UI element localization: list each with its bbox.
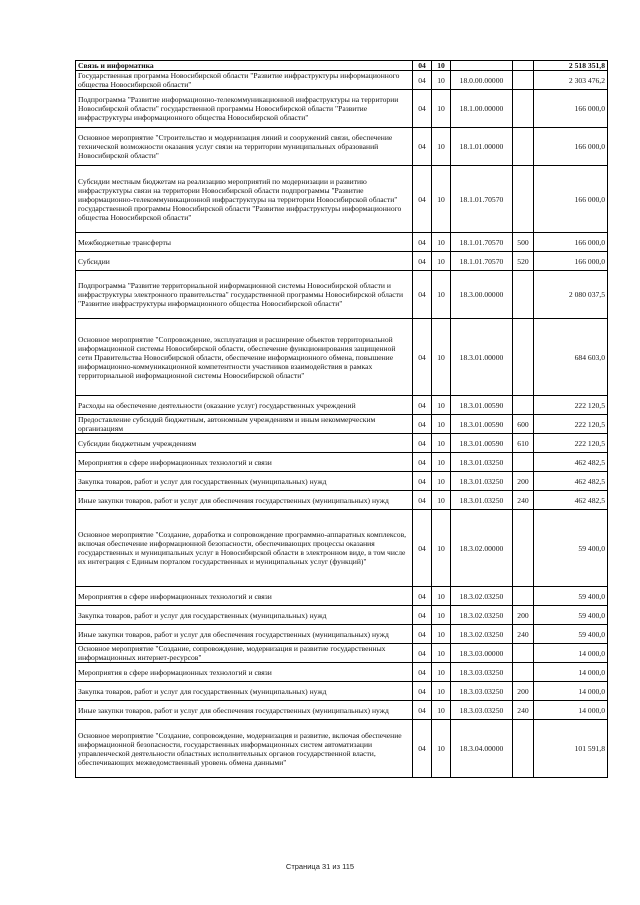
row-rz: 04 — [413, 510, 432, 587]
row-sum: 59 400,0 — [534, 625, 608, 644]
row-pr: 10 — [432, 233, 451, 252]
row-csr: 18.1.00.00000 — [451, 90, 513, 128]
row-sum: 59 400,0 — [534, 510, 608, 587]
row-name: Мероприятия в сфере информационных технологий и связи — [76, 663, 413, 682]
row-pr: 10 — [432, 682, 451, 701]
row-rz: 04 — [413, 252, 432, 271]
section-header-row — [76, 61, 608, 71]
row-name: Закупка товаров, работ и услуг для государственных (муниципальных) нужд — [76, 682, 413, 701]
row-sum: 684 603,0 — [534, 319, 608, 396]
row-sum: 462 482,5 — [534, 453, 608, 472]
table-row — [76, 71, 608, 90]
row-pr: 10 — [432, 252, 451, 271]
row-pr: 10 — [432, 271, 451, 319]
row-rz: 04 — [413, 472, 432, 491]
table-row — [76, 233, 608, 252]
row-csr: 18.3.00.00000 — [451, 271, 513, 319]
row-sum: 2 080 037,5 — [534, 271, 608, 319]
row-rz: 04 — [413, 720, 432, 778]
table-row — [76, 606, 608, 625]
row-name: Расходы на обеспечение деятельности (оказание услуг) государственных учреждений — [76, 396, 413, 415]
row-rz: 04 — [413, 90, 432, 128]
table-row — [76, 252, 608, 271]
row-vr — [513, 720, 534, 778]
row-vr — [513, 453, 534, 472]
section-title: Связь и информатика — [76, 61, 413, 71]
section-sum: 2 518 351,8 — [534, 61, 608, 71]
row-pr: 10 — [432, 491, 451, 510]
row-pr: 10 — [432, 701, 451, 720]
row-sum: 222 120,5 — [534, 415, 608, 434]
row-pr: 10 — [432, 166, 451, 233]
table-row — [76, 587, 608, 606]
row-pr: 10 — [432, 434, 451, 453]
row-vr: 240 — [513, 701, 534, 720]
table-row — [76, 472, 608, 491]
row-rz: 04 — [413, 663, 432, 682]
row-sum: 59 400,0 — [534, 587, 608, 606]
row-rz: 04 — [413, 233, 432, 252]
row-pr: 10 — [432, 472, 451, 491]
row-rz: 04 — [413, 396, 432, 415]
row-csr: 18.3.03.03250 — [451, 682, 513, 701]
row-name: Основное мероприятие "Создание, сопровождение, модернизация и развитие, включая обеспечение информационной безопасности, государственных информационных систем автоматизации управленческой деятельности областных исполнительных органов государственной власти, обеспечивающих межведомственный уровень обмена данными" — [76, 720, 413, 778]
row-csr: 18.1.01.00000 — [451, 128, 513, 166]
row-name: Подпрограмма "Развитие информационно-телекоммуникационной инфраструктуры на территории Новосибирской области" государственной программы Новосибирской области "Развитие инфраструктуры информационного общества Новосибирской области" — [76, 90, 413, 128]
row-name: Основное мероприятие "Создание, доработка и сопровождение программно-аппаратных комплексов, включая обеспечение информационной безопасности, обеспечивающих процессы оказания государственных и муниципальных услуг в Новосибирской области в электронном виде, в том числе их интеграция с Единым порталом государственных и муниципальных услуг (функций)" — [76, 510, 413, 587]
row-rz: 04 — [413, 644, 432, 663]
table-row — [76, 319, 608, 396]
row-pr: 10 — [432, 415, 451, 434]
row-pr: 10 — [432, 453, 451, 472]
row-name: Закупка товаров, работ и услуг для государственных (муниципальных) нужд — [76, 472, 413, 491]
table-row — [76, 271, 608, 319]
row-rz: 04 — [413, 71, 432, 90]
table-row — [76, 663, 608, 682]
row-name: Субсидии местным бюджетам на реализацию мероприятий по модернизации и развитию инфраструктуры связи на территории Новосибирской области подпрограммы "Развитие информационно-телекоммуникационной инфраструктуры на территории Новосибирской области" государственной программы Новосибирской области "Развитие инфраструктуры информационного общества Новосибирской области" — [76, 166, 413, 233]
budget-table-body — [76, 61, 608, 778]
row-sum: 222 120,5 — [534, 396, 608, 415]
row-vr: 500 — [513, 233, 534, 252]
table-row — [76, 701, 608, 720]
row-name: Закупка товаров, работ и услуг для государственных (муниципальных) нужд — [76, 606, 413, 625]
row-rz: 04 — [413, 682, 432, 701]
row-vr: 200 — [513, 606, 534, 625]
row-name: Подпрограмма "Развитие территориальной информационной системы Новосибирской области и инфраструктуры электронного правительства" государственной программы Новосибирской области "Развитие инфраструктуры информационного общества Новосибирской области" — [76, 271, 413, 319]
row-vr — [513, 396, 534, 415]
table-row — [76, 128, 608, 166]
table-row — [76, 510, 608, 587]
row-rz: 04 — [413, 319, 432, 396]
row-name: Основное мероприятие "Сопровождение, эксплуатация и расширение объектов территориальной информационной системы Новосибирской области, обеспечение функционирования защищенной сети Правительства Новосибирской области, обеспечение информационного обмена, повышение информационно-коммуникационной компетентности участников взаимодействия в рамках территориальной информационной системы Новосибирской области" — [76, 319, 413, 396]
row-rz: 04 — [413, 587, 432, 606]
row-vr: 520 — [513, 252, 534, 271]
row-pr: 10 — [432, 625, 451, 644]
row-sum: 166 000,0 — [534, 128, 608, 166]
row-vr — [513, 271, 534, 319]
row-csr: 18.1.01.70570 — [451, 233, 513, 252]
row-sum: 14 000,0 — [534, 663, 608, 682]
row-csr: 18.3.01.03250 — [451, 453, 513, 472]
row-name: Государственная программа Новосибирской области "Развитие инфраструктуры информационного общества Новосибирской области" — [76, 71, 413, 90]
row-pr: 10 — [432, 720, 451, 778]
row-csr: 18.3.01.00590 — [451, 434, 513, 453]
row-sum: 166 000,0 — [534, 252, 608, 271]
table-row — [76, 491, 608, 510]
page-number: Страница 31 из 115 — [285, 862, 355, 871]
row-vr: 610 — [513, 434, 534, 453]
row-rz: 04 — [413, 701, 432, 720]
row-csr: 18.3.01.00000 — [451, 319, 513, 396]
row-pr: 10 — [432, 90, 451, 128]
row-name: Субсидии — [76, 252, 413, 271]
row-csr: 18.1.01.70570 — [451, 252, 513, 271]
row-csr: 18.3.02.03250 — [451, 587, 513, 606]
table-row — [76, 720, 608, 778]
row-vr — [513, 166, 534, 233]
row-vr: 600 — [513, 415, 534, 434]
row-csr: 18.1.01.70570 — [451, 166, 513, 233]
row-name: Основное мероприятие "Строительство и модернизация линий и сооружений связи, обеспечение технической возможности оказания услуг связи на территории муниципальных образований Новосибирской области" — [76, 128, 413, 166]
table-row — [76, 90, 608, 128]
row-vr: 200 — [513, 472, 534, 491]
row-csr: 18.3.03.00000 — [451, 644, 513, 663]
table-row — [76, 434, 608, 453]
row-name: Основное мероприятие "Создание, сопровождение, модернизация и развитие государственных информационных интернет-ресурсов" — [76, 644, 413, 663]
row-pr: 10 — [432, 71, 451, 90]
row-pr: 10 — [432, 128, 451, 166]
row-rz: 04 — [413, 606, 432, 625]
row-csr: 18.3.01.00590 — [451, 415, 513, 434]
row-sum: 166 000,0 — [534, 90, 608, 128]
row-vr — [513, 71, 534, 90]
row-sum: 2 303 476,2 — [534, 71, 608, 90]
row-pr: 10 — [432, 319, 451, 396]
row-pr: 10 — [432, 587, 451, 606]
row-name: Субсидии бюджетным учреждениям — [76, 434, 413, 453]
budget-table — [75, 60, 608, 778]
row-sum: 462 482,5 — [534, 491, 608, 510]
row-rz: 04 — [413, 166, 432, 233]
row-pr: 10 — [432, 510, 451, 587]
row-name: Иные закупки товаров, работ и услуг для обеспечения государственных (муниципальных) нужд — [76, 625, 413, 644]
row-vr — [513, 663, 534, 682]
row-name: Мероприятия в сфере информационных технологий и связи — [76, 587, 413, 606]
row-rz: 04 — [413, 453, 432, 472]
row-csr: 18.3.02.03250 — [451, 606, 513, 625]
row-csr: 18.3.02.00000 — [451, 510, 513, 587]
row-vr — [513, 644, 534, 663]
row-csr: 18.0.00.00000 — [451, 71, 513, 90]
section-pr: 10 — [432, 61, 451, 71]
section-vr — [513, 61, 534, 71]
row-sum: 14 000,0 — [534, 701, 608, 720]
row-name: Иные закупки товаров, работ и услуг для обеспечения государственных (муниципальных) нужд — [76, 701, 413, 720]
row-pr: 10 — [432, 663, 451, 682]
row-vr — [513, 587, 534, 606]
table-row — [76, 644, 608, 663]
row-pr: 10 — [432, 644, 451, 663]
row-sum: 462 482,5 — [534, 472, 608, 491]
row-csr: 18.3.02.03250 — [451, 625, 513, 644]
row-rz: 04 — [413, 625, 432, 644]
row-pr: 10 — [432, 396, 451, 415]
section-rz: 04 — [413, 61, 432, 71]
row-rz: 04 — [413, 128, 432, 166]
row-csr: 18.3.03.03250 — [451, 663, 513, 682]
row-csr: 18.3.01.03250 — [451, 491, 513, 510]
table-row — [76, 396, 608, 415]
row-csr: 18.3.04.00000 — [451, 720, 513, 778]
row-sum: 101 591,8 — [534, 720, 608, 778]
row-vr: 200 — [513, 682, 534, 701]
table-row — [76, 453, 608, 472]
row-name: Межбюджетные трансферты — [76, 233, 413, 252]
row-sum: 59 400,0 — [534, 606, 608, 625]
row-name: Иные закупки товаров, работ и услуг для обеспечения государственных (муниципальных) нужд — [76, 491, 413, 510]
row-pr: 10 — [432, 606, 451, 625]
row-vr — [513, 319, 534, 396]
row-rz: 04 — [413, 271, 432, 319]
row-sum: 14 000,0 — [534, 644, 608, 663]
row-sum: 166 000,0 — [534, 233, 608, 252]
row-rz: 04 — [413, 491, 432, 510]
row-sum: 222 120,5 — [534, 434, 608, 453]
table-row — [76, 166, 608, 233]
row-name: Предоставление субсидий бюджетным, автономным учреждениям и иным некоммерческим организациям — [76, 415, 413, 434]
row-sum: 14 000,0 — [534, 682, 608, 701]
row-vr: 240 — [513, 491, 534, 510]
row-csr: 18.3.03.03250 — [451, 701, 513, 720]
row-rz: 04 — [413, 434, 432, 453]
row-csr: 18.3.01.03250 — [451, 472, 513, 491]
table-row — [76, 415, 608, 434]
row-sum: 166 000,0 — [534, 166, 608, 233]
row-vr: 240 — [513, 625, 534, 644]
row-vr — [513, 128, 534, 166]
table-row — [76, 682, 608, 701]
row-rz: 04 — [413, 415, 432, 434]
row-csr: 18.3.01.00590 — [451, 396, 513, 415]
row-name: Мероприятия в сфере информационных технологий и связи — [76, 453, 413, 472]
section-csr — [451, 61, 513, 71]
row-vr — [513, 510, 534, 587]
table-row — [76, 625, 608, 644]
row-vr — [513, 90, 534, 128]
